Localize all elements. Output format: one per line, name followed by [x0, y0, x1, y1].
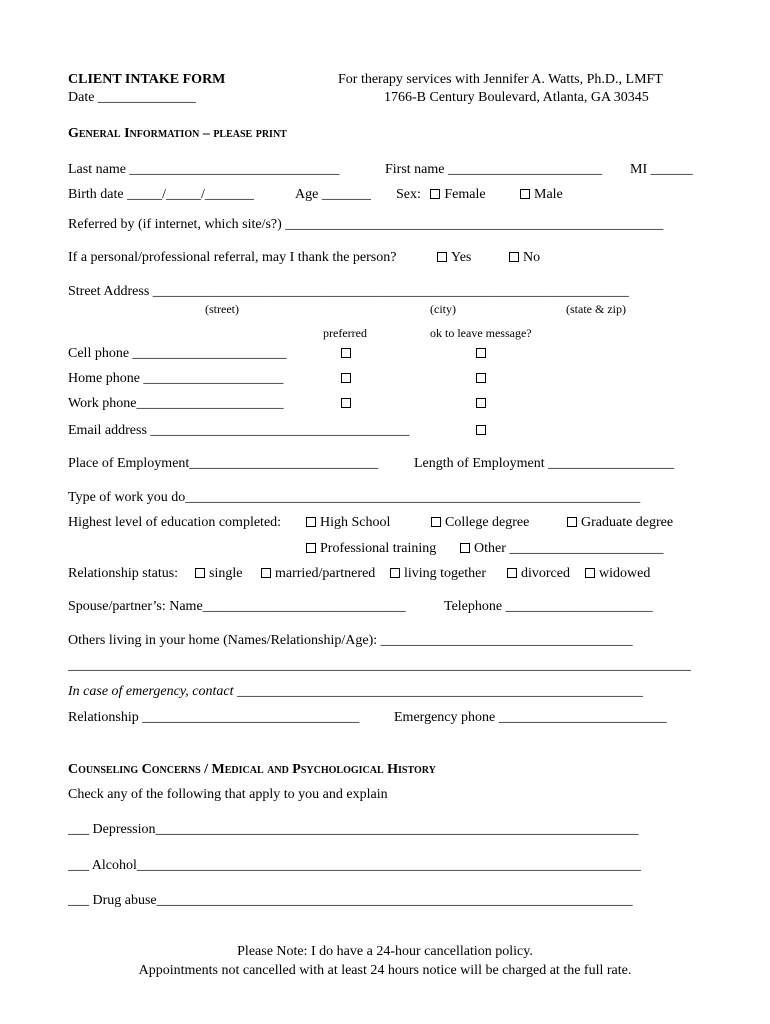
drug-abuse-field[interactable]: ___ Drug abuse____________________________________________________________________ — [68, 893, 633, 908]
status-widowed-option — [585, 565, 650, 583]
last-name-field[interactable]: Last name ______________________________ — [68, 162, 340, 177]
status-divorced-option — [507, 565, 570, 583]
professional-checkbox[interactable] — [306, 543, 316, 553]
cell-message-checkbox[interactable] — [476, 348, 486, 358]
work-phone-field[interactable]: Work phone_____________________ — [68, 396, 284, 411]
female-checkbox[interactable] — [430, 189, 440, 199]
others-living-continuation-line[interactable]: _________________________________________________________________________________________ — [68, 658, 691, 673]
birth-date-field[interactable]: Birth date _____/_____/_______ — [68, 187, 254, 202]
other-field[interactable]: Other ______________________ — [474, 541, 664, 556]
type-work-field[interactable]: Type of work you do_________________________________________________________________ — [68, 490, 641, 505]
widowed-label: widowed — [599, 566, 651, 581]
email-message-checkbox[interactable] — [476, 425, 486, 435]
status-living-option — [390, 565, 486, 583]
edu-other-option — [460, 540, 663, 558]
high-school-label: High School — [320, 515, 391, 530]
referral-yes-label: Yes — [451, 250, 472, 265]
living-together-label: living together — [404, 566, 487, 581]
education-label: Highest level of education completed: — [68, 515, 282, 530]
place-employment-field[interactable]: Place of Employment___________________________ — [68, 456, 379, 471]
street-address-field[interactable]: Street Address ____________________________________________________________________ — [68, 284, 629, 299]
sex-label: Sex: — [396, 187, 421, 202]
graduate-label: Graduate degree — [581, 515, 674, 530]
middle-initial-field[interactable]: MI ______ — [630, 162, 693, 177]
sex-group — [396, 186, 486, 204]
alcohol-field[interactable]: ___ Alcohol________________________________________________________________________ — [68, 858, 641, 873]
emergency-contact-label: In case of emergency, contact — [68, 684, 234, 699]
concerns-instruction: Check any of the following that apply to you and explain — [68, 787, 388, 802]
referral-yes-option — [437, 249, 471, 267]
first-name-field[interactable]: First name ______________________ — [385, 162, 602, 177]
relationship-field[interactable]: Relationship _______________________________ — [68, 710, 360, 725]
edu-high-school-option — [306, 514, 390, 532]
single-label: single — [209, 566, 243, 581]
cancellation-policy: Appointments not cancelled with at least 24 hours notice will be charged at the full rate. — [138, 963, 632, 978]
length-employment-field[interactable]: Length of Employment __________________ — [414, 456, 675, 471]
cancellation-note: Please Note: I do have a 24-hour cancellation policy. — [237, 944, 533, 959]
age-field[interactable]: Age _______ — [295, 187, 371, 202]
referral-no-label: No — [523, 250, 541, 265]
married-label: married/partnered — [275, 566, 376, 581]
preferred-column-header: preferred — [323, 326, 367, 340]
male-option — [520, 186, 563, 204]
referral-question-text: If a personal/professional referral, may I thank the person? — [68, 250, 397, 265]
state-zip-caption: (state & zip) — [566, 302, 626, 316]
cell-preferred-checkbox[interactable] — [341, 348, 351, 358]
graduate-checkbox[interactable] — [567, 517, 577, 527]
single-checkbox[interactable] — [195, 568, 205, 578]
email-field[interactable]: Email address _____________________________________ — [68, 423, 410, 438]
emergency-phone-field[interactable]: Emergency phone ________________________ — [394, 710, 667, 725]
cell-phone-field[interactable]: Cell phone ______________________ — [68, 346, 287, 361]
divorced-checkbox[interactable] — [507, 568, 517, 578]
emergency-contact-row — [68, 683, 643, 701]
referred-by-field[interactable]: Referred by (if internet, which site/s?) ______________________________________________________ — [68, 217, 664, 232]
city-caption: (city) — [430, 302, 456, 316]
edu-professional-option — [306, 540, 436, 558]
referral-question — [68, 249, 396, 267]
high-school-checkbox[interactable] — [306, 517, 316, 527]
office-address: 1766-B Century Boulevard, Atlanta, GA 30345 — [384, 90, 649, 105]
married-checkbox[interactable] — [261, 568, 271, 578]
status-married-option — [261, 565, 375, 583]
widowed-checkbox[interactable] — [585, 568, 595, 578]
college-checkbox[interactable] — [431, 517, 441, 527]
emergency-contact-field[interactable]: __________________________________________________________ — [236, 684, 643, 699]
referral-no-checkbox[interactable] — [509, 252, 519, 262]
female-label: Female — [444, 187, 486, 202]
relationship-status-label: Relationship status: — [68, 566, 179, 581]
status-single-option — [195, 565, 242, 583]
work-preferred-checkbox[interactable] — [341, 398, 351, 408]
date-field[interactable]: Date ______________ — [68, 90, 196, 105]
home-phone-field[interactable]: Home phone ____________________ — [68, 371, 284, 386]
others-living-field[interactable]: Others living in your home (Names/Relationship/Age): ____________________________________ — [68, 633, 633, 648]
therapist-line: For therapy services with Jennifer A. Watts, Ph.D., LMFT — [338, 72, 663, 87]
work-message-checkbox[interactable] — [476, 398, 486, 408]
spouse-name-field[interactable]: Spouse/partner’s: Name_____________________________ — [68, 599, 406, 614]
edu-graduate-option — [567, 514, 673, 532]
divorced-label: divorced — [521, 566, 570, 581]
home-preferred-checkbox[interactable] — [341, 373, 351, 383]
home-message-checkbox[interactable] — [476, 373, 486, 383]
depression-field[interactable]: ___ Depression_____________________________________________________________________ — [68, 822, 639, 837]
street-caption: (street) — [205, 302, 239, 316]
concerns-heading: Counseling Concerns / Medical and Psychological History — [68, 762, 436, 777]
referral-yes-checkbox[interactable] — [437, 252, 447, 262]
male-checkbox[interactable] — [520, 189, 530, 199]
ok-message-column-header: ok to leave message? — [430, 326, 532, 340]
form-title: CLIENT INTAKE FORM — [68, 72, 226, 87]
living-together-checkbox[interactable] — [390, 568, 400, 578]
other-checkbox[interactable] — [460, 543, 470, 553]
professional-label: Professional training — [320, 541, 437, 556]
male-label: Male — [534, 187, 563, 202]
spouse-telephone-field[interactable]: Telephone _____________________ — [444, 599, 653, 614]
referral-no-option — [509, 249, 540, 267]
college-label: College degree — [445, 515, 530, 530]
general-info-heading: General Information – please print — [68, 126, 287, 141]
edu-college-option — [431, 514, 529, 532]
